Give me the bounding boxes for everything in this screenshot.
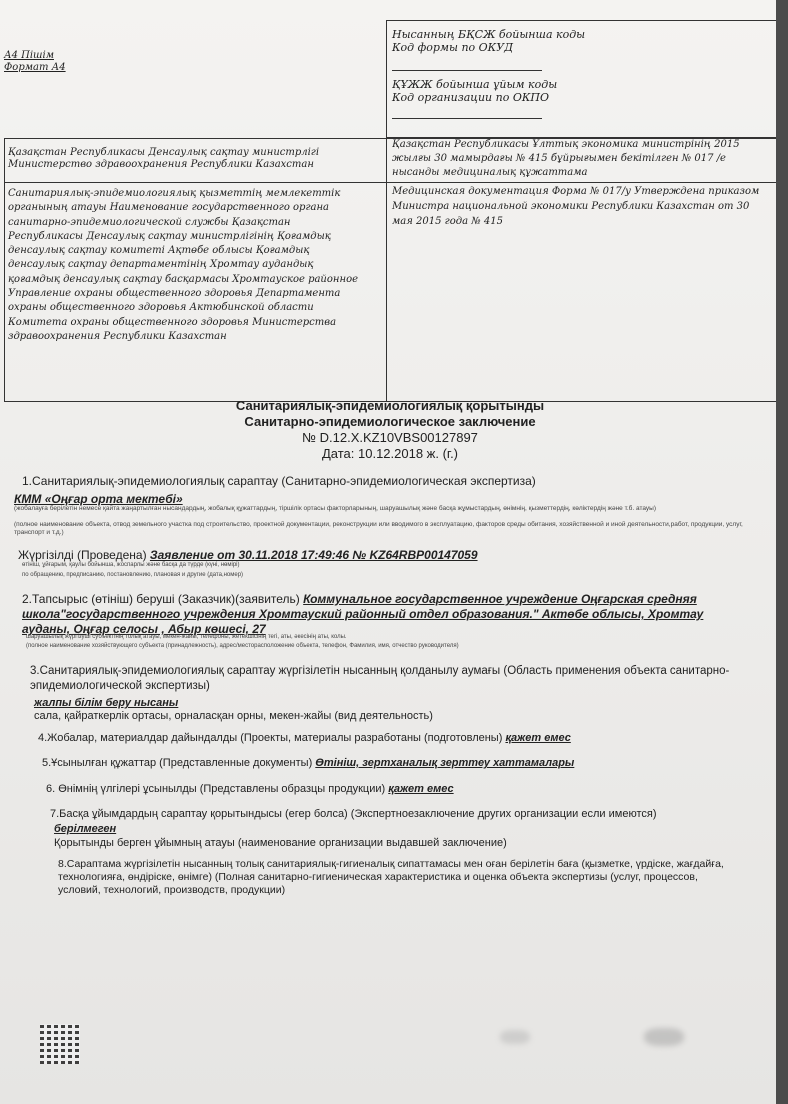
section-4 <box>38 732 758 745</box>
section-5-value: Өтініш, зертханалық зерттеу хаттамалары <box>315 757 575 769</box>
qr-code <box>40 1024 80 1064</box>
divider <box>392 70 542 71</box>
org-name-right: Медицинская документация Форма № 017/у Утверждена приказом Министра национальной экономики Республики Казахстан от 30 мая 2015 года № 415 <box>392 186 760 227</box>
section-6-label: 6. Өнімнің үлгілері ұсынылды (Представлены образцы продукции) <box>46 783 386 795</box>
section-2-value: Коммунальное государственное учреждение Оңғарская средняя школа"государственного учреждения Хромтауский районный отдел образования." Актөбе облысы, Хромтау ауданы, Оңғар селосы , Абыр көшесі, 27 <box>22 592 704 636</box>
section-4-label: 4.Жобалар, материалдар дайындалды (Проекты, материалы разработаны (подготовлены) <box>38 732 503 744</box>
ministry-left: Қазақстан Республикасы Денсаулық сақтау министрлігі Министерство здравоохранения Республики Казахстан <box>8 147 320 170</box>
section-1-note-ru: (полное наименование объекта, отвод земельного участка под строительство, проектной документации, реконструкции или вводимого в эксплуатацию, факторов среды обитания, хозяйственной и иной деятельности,работ, продукции, услуг, транспорт и т.д.) <box>14 521 743 536</box>
section-3-value: жалпы білім беру нысаны <box>34 697 179 709</box>
title-kz: Санитариялық-эпидемиологиялық қорытынды <box>235 398 545 413</box>
okpo-code <box>392 78 772 104</box>
section-2 <box>22 592 752 637</box>
document-title <box>150 398 630 430</box>
section-6 <box>46 783 766 796</box>
section-1b-note-kz: өтініш, ұйғарым, қаулы бойынша, жоспарлы және басқа да түрде (күні, нөмірі) <box>22 562 240 568</box>
section-3-note: сала, қайраткерлік ортасы, орналасқан орны, мекен-жайы (вид деятельность) <box>34 710 433 722</box>
section-5-label: 5.Ұсынылған құжаттар (Представленные документы) <box>42 757 313 769</box>
table-vertical-divider <box>386 138 387 402</box>
section-1b-label: Жүргізілді (Проведена) <box>18 548 147 562</box>
section-1-note-kz: (жобалауға берілетін немесе қайта жаңартылған нысандардың, жобалық құжаттардың, тіршілік ортасы факторларының, шаруашылық және басқа жұмыстардың, өнімнің, қызметтердің, көліктердің және т.б. атауы) <box>14 505 656 512</box>
ink-smudge <box>500 1030 530 1044</box>
org-name-left: Санитариялық-эпидемиологиялық қызметтің мемлекеттік органының атауы Наименование государственного органа санитарно-эпидемиологической службы Қазақстан Республикасы Денсаулық сақтау министрлігінің Қоғамдық денсаулық сақтау комитеті Ақтөбе облысы Қоғамдық денсаулық сақтау департаментінің Хромтау аудандық қоғамдық денсаулық сақтау басқармасы Хромтауское районное Управление охраны общественного здоровья Департамента охраны общественного здоровья Актюбинской области Комитета охраны общественного здоровья Министерства здравоохранения Республики Казахстан <box>8 188 359 342</box>
section-2-note-kz: шаруашылық жүргізуші субъектінің толық атауы, мекен-жайы, телефоны, жетекшісінің тегі, аты, әкесінің аты, колы. <box>26 634 347 640</box>
section-6-value: қажет емес <box>388 783 454 795</box>
section-3-label: 3.Санитариялық-эпидемиологиялық сараптау жүргізілетін нысанның қолданылу аумағы (Область применения объекта санитарно-эпидемиологической экспертизы) <box>30 665 730 692</box>
section-1-label: 1.Санитариялық-эпидемиологиялық сараптау (Санитарно-эпидемиологическая экспертиза) <box>22 474 536 488</box>
section-4-value: қажет емес <box>505 732 571 744</box>
section-8-label: 8.Сараптама жүргізілетін нысанның толық санитариялық-гигиеналық сипаттамасы мен оған берілетін баға (қызметке, үрдіске, жағдайға, технологияға, өндіріске, өнімге) (Полная санитарно-гигиеническая характеристика и оценка объекта экспертизы (услуг, процессов, условий, технологий, производств, продукции) <box>58 858 724 896</box>
divider <box>392 118 542 119</box>
page-edge-shadow <box>776 0 788 1104</box>
section-7-note: Қорытынды берген ұйымның атауы (наименование организации выдавшей заключение) <box>54 837 507 849</box>
okpo-ru: Код организации по ОКПО <box>392 91 549 104</box>
section-1b-value: Заявление от 30.11.2018 17:49:46 № KZ64RBP00147059 <box>149 548 478 562</box>
section-5 <box>42 757 762 770</box>
okud-ru: Код формы по ОКУД <box>392 41 514 54</box>
document-number-block <box>150 430 630 462</box>
ministry-right: Қазақстан Республикасы Ұлттық экономика министрінің 2015 жылғы 30 мамырдағы № 415 бұйрығымен бекітілген № 017 /е нысанды медициналық құжаттама <box>392 139 740 178</box>
okud-code <box>392 28 772 54</box>
section-1b <box>18 548 763 562</box>
okud-kz: Нысанның БҚСЖ бойынша коды <box>392 28 586 41</box>
section-2-note-ru: (полное наименование хозяйствующего субъекта (принадлежность), адрес/месторасположение объекта, телефон, Фамилия, имя, отчество руководителя) <box>26 643 459 649</box>
section-7-label: 7.Басқа ұйымдардың сараптау қорытындысы (егер болса) (Экспертноезаключение других организации если имеются) <box>50 808 657 820</box>
format-ru: Формат А4 <box>4 62 66 73</box>
document-date: Дата: 10.12.2018 ж. (г.) <box>321 446 459 461</box>
document-number: № D.12.X.KZ10VBS00127897 <box>302 430 478 445</box>
section-1b-note-ru: по обращению, предписанию, постановлению, плановая и другие (дата,номер) <box>22 572 244 578</box>
table-horizontal-divider <box>4 182 778 183</box>
okpo-kz: ҚҰЖЖ бойынша ұйым коды <box>392 78 558 91</box>
format-label <box>4 50 154 74</box>
title-ru: Санитарно-эпидемиологическое заключение <box>244 414 536 429</box>
section-2-label: 2.Тапсырыс (өтініш) беруші (Заказчик)(заявитель) <box>22 592 300 606</box>
section-1-value: КММ «Оңғар орта мектебі» <box>14 492 183 506</box>
section-7-value: берілмеген <box>54 823 117 835</box>
format-kz: А4 Пішім <box>4 50 54 61</box>
ink-smudge <box>644 1028 684 1046</box>
